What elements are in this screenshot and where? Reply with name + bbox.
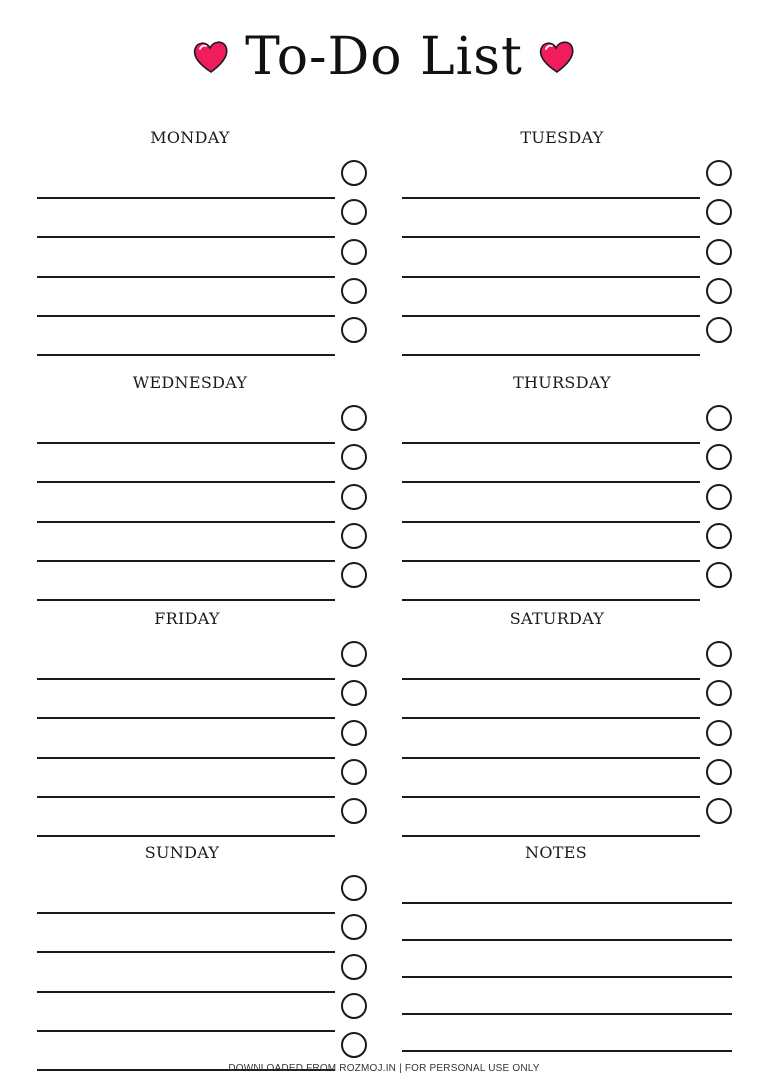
writing-line[interactable]	[402, 835, 700, 837]
task-row[interactable]	[402, 239, 732, 278]
section-heading: SUNDAY	[144, 843, 220, 862]
task-row[interactable]	[37, 444, 367, 483]
section-heading: NOTES	[525, 843, 587, 862]
task-row[interactable]	[37, 875, 367, 914]
title-row	[0, 22, 768, 92]
task-checkbox[interactable]	[706, 562, 732, 588]
task-row[interactable]	[402, 641, 732, 680]
task-checkbox[interactable]	[341, 239, 367, 265]
writing-line[interactable]	[37, 354, 335, 356]
task-checkbox[interactable]	[341, 317, 367, 343]
task-checkbox[interactable]	[341, 914, 367, 940]
task-checkbox[interactable]	[341, 798, 367, 824]
task-checkbox[interactable]	[706, 160, 732, 186]
writing-line[interactable]	[37, 599, 335, 601]
task-row[interactable]	[402, 680, 732, 719]
task-checkbox[interactable]	[706, 680, 732, 706]
task-row[interactable]	[37, 199, 367, 238]
task-checkbox[interactable]	[706, 199, 732, 225]
task-checkbox[interactable]	[341, 405, 367, 431]
notes-line[interactable]	[402, 976, 732, 1015]
task-checkbox[interactable]	[706, 405, 732, 431]
task-row[interactable]	[37, 641, 367, 680]
task-checkbox[interactable]	[341, 759, 367, 785]
task-row[interactable]	[402, 317, 732, 356]
task-checkbox[interactable]	[706, 720, 732, 746]
notes-line[interactable]	[402, 1013, 732, 1052]
task-row[interactable]	[37, 798, 367, 837]
task-checkbox[interactable]	[706, 523, 732, 549]
section-heading: WEDNESDAY	[132, 373, 248, 392]
task-row[interactable]	[37, 484, 367, 523]
heart-icon	[537, 37, 577, 77]
section-heading: SATURDAY	[509, 609, 605, 628]
task-row[interactable]	[37, 405, 367, 444]
task-checkbox[interactable]	[706, 798, 732, 824]
task-checkbox[interactable]	[706, 239, 732, 265]
task-checkbox[interactable]	[706, 484, 732, 510]
task-checkbox[interactable]	[341, 875, 367, 901]
task-checkbox[interactable]	[341, 720, 367, 746]
task-row[interactable]	[402, 444, 732, 483]
footer-note: DOWNLOADED FROM ROZMOJ.IN | FOR PERSONAL USE ONLY	[228, 1063, 540, 1074]
task-row[interactable]	[402, 278, 732, 317]
task-checkbox[interactable]	[706, 759, 732, 785]
task-row[interactable]	[37, 759, 367, 798]
task-checkbox[interactable]	[706, 444, 732, 470]
writing-line[interactable]	[402, 1050, 732, 1052]
writing-line[interactable]	[402, 354, 700, 356]
task-row[interactable]	[402, 523, 732, 562]
task-row[interactable]	[402, 405, 732, 444]
task-row[interactable]	[402, 759, 732, 798]
task-checkbox[interactable]	[341, 680, 367, 706]
task-checkbox[interactable]	[706, 278, 732, 304]
task-row[interactable]	[37, 239, 367, 278]
task-row[interactable]	[37, 278, 367, 317]
task-checkbox[interactable]	[341, 278, 367, 304]
task-checkbox[interactable]	[706, 317, 732, 343]
task-row[interactable]	[402, 798, 732, 837]
task-checkbox[interactable]	[341, 484, 367, 510]
task-checkbox[interactable]	[341, 444, 367, 470]
task-row[interactable]	[37, 160, 367, 199]
task-checkbox[interactable]	[341, 160, 367, 186]
task-checkbox[interactable]	[341, 523, 367, 549]
task-row[interactable]	[37, 993, 367, 1032]
task-row[interactable]	[402, 720, 732, 759]
section-heading: FRIDAY	[154, 609, 220, 628]
task-checkbox[interactable]	[341, 954, 367, 980]
heart-icon	[191, 37, 231, 77]
section-heading: TUESDAY	[520, 128, 604, 147]
task-checkbox[interactable]	[341, 562, 367, 588]
notes-line[interactable]	[402, 902, 732, 941]
task-row[interactable]	[37, 680, 367, 719]
writing-line[interactable]	[37, 835, 335, 837]
section-heading: MONDAY	[150, 128, 230, 147]
task-checkbox[interactable]	[341, 641, 367, 667]
task-row[interactable]	[37, 523, 367, 562]
task-row[interactable]	[37, 954, 367, 993]
task-row[interactable]	[402, 160, 732, 199]
task-row[interactable]	[37, 562, 367, 601]
task-checkbox[interactable]	[341, 1032, 367, 1058]
task-row[interactable]	[402, 562, 732, 601]
task-row[interactable]	[37, 317, 367, 356]
notes-line[interactable]	[402, 865, 732, 904]
task-row[interactable]	[37, 720, 367, 759]
notes-line[interactable]	[402, 939, 732, 978]
task-row[interactable]	[402, 484, 732, 523]
task-checkbox[interactable]	[706, 641, 732, 667]
task-row[interactable]	[402, 199, 732, 238]
writing-line[interactable]	[402, 599, 700, 601]
task-row[interactable]	[37, 914, 367, 953]
section-heading: THURSDAY	[513, 373, 611, 392]
task-checkbox[interactable]	[341, 199, 367, 225]
task-checkbox[interactable]	[341, 993, 367, 1019]
page-title: To-Do List	[245, 27, 523, 87]
